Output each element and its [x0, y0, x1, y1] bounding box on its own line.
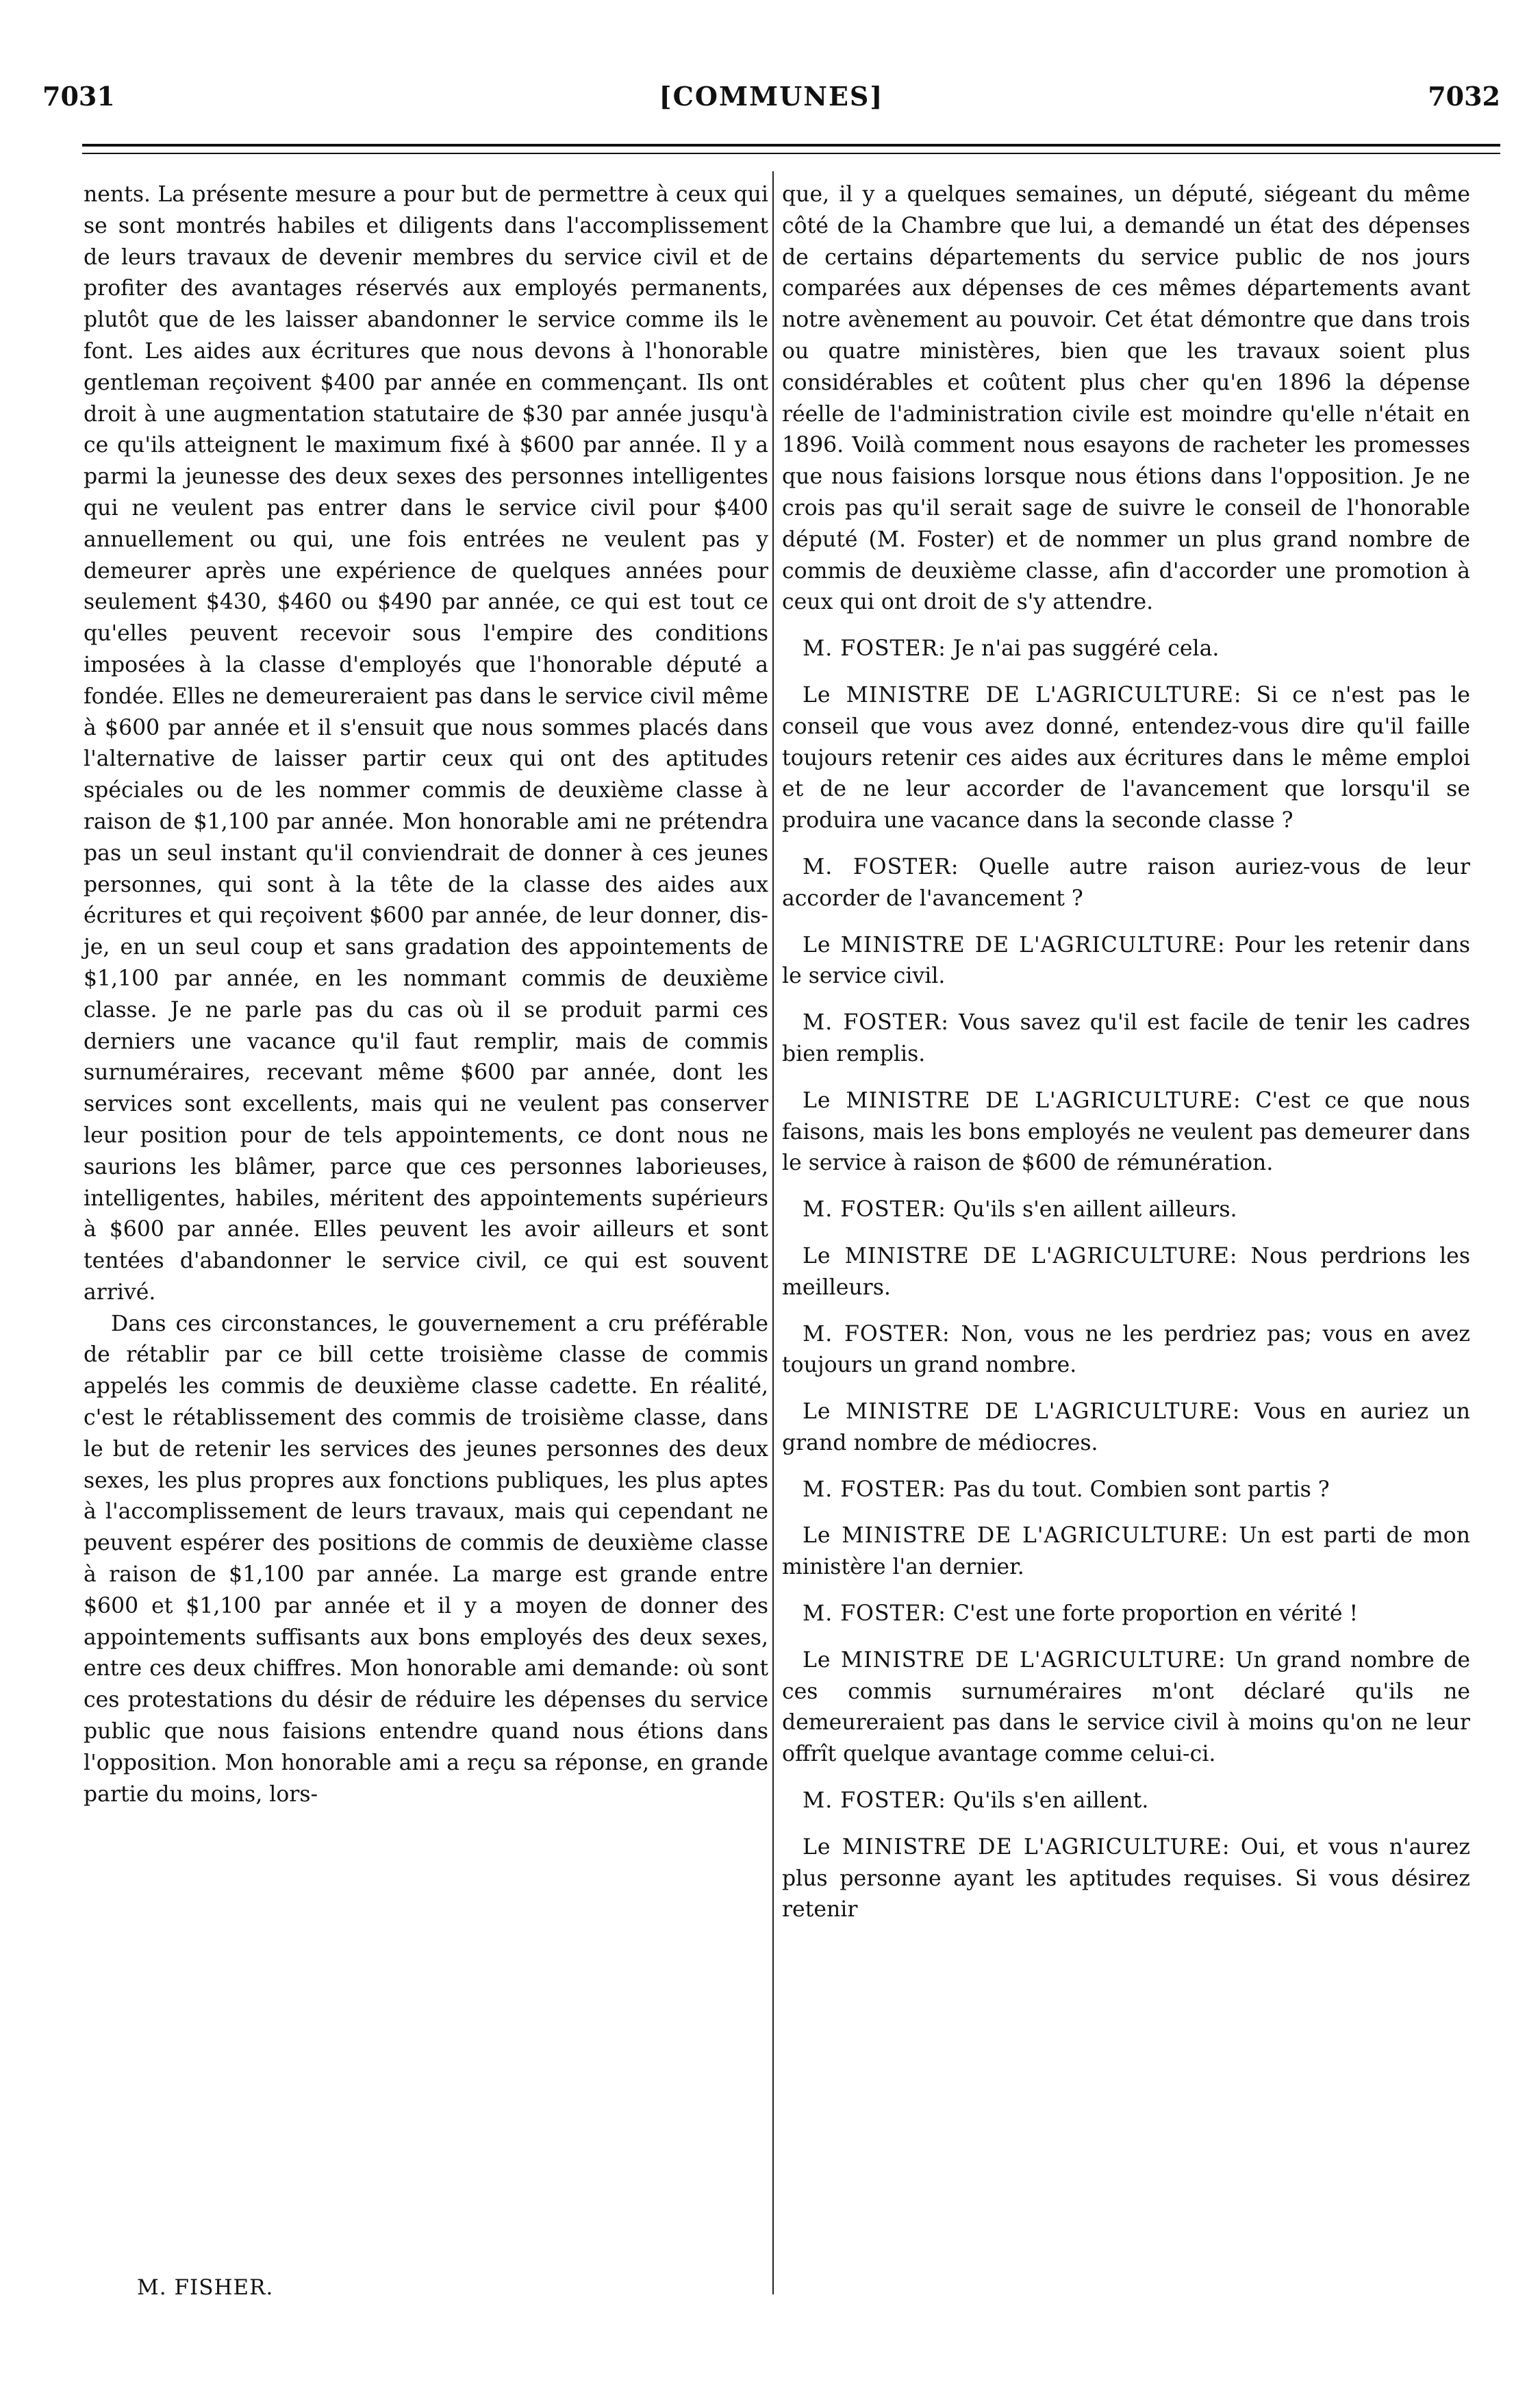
speech-11: [782, 1475, 1470, 1506]
speech-text: Quelle autre raison auriez-vous de leur accorder de l'avancement ?: [782, 854, 1470, 911]
speaker-label: Le MINISTRE DE L'AGRICULTURE:: [803, 682, 1242, 708]
header-rule: [82, 144, 1500, 154]
speech-text: Qu'ils s'en aillent ailleurs.: [946, 1197, 1237, 1223]
speech-text: Non, vous ne les perdriez pas; vous en avez toujours un grand nombre.: [782, 1321, 1471, 1378]
speech-text: Vous en auriez un grand nombre de médiocres.: [782, 1399, 1470, 1455]
column-divider: [772, 171, 774, 2294]
speech-text: Je n'ai pas suggéré cela.: [946, 636, 1220, 662]
speech-8: [782, 1241, 1470, 1304]
speaker-label: M. FOSTER:: [803, 1601, 946, 1627]
speech-13: [782, 1599, 1470, 1630]
speaker-label: Le MINISTRE DE L'AGRICULTURE:: [803, 932, 1226, 957]
speech-text: Pour les retenir dans le service civil.: [782, 932, 1470, 989]
left-paragraph-2: Dans ces circonstances, le gouvernement a cru préférable de rétablir par ce bill cette troisième classe de commis appelés les commis de deuxième classe cadette. En réalité, c'est le rétablissement des commis de troisième classe, dans le but de retenir les services des jeunes personnes des deux sexes, les plus propres aux fonctions publiques, les plus aptes à l'accomplissement de leurs travaux, mais qui cependant ne peuvent espérer des positions de commis de deuxième classe à raison de $1,100 par année. La marge est grande entre $600 et $1,100 par année et il y a moyen de donner des appointements suffisants aux bons employés des deux sexes, entre ces deux chiffres. Mon honorable ami demande: où sont ces protestations du désir de réduire les dépenses du service public que nous faisions entendre quand nous étions dans l'opposition. Mon honorable ami a reçu sa réponse, en grande partie du moins, lors-: [84, 1311, 768, 1807]
speaker-label: M. FOSTER:: [803, 1477, 946, 1502]
speech-1: [782, 634, 1470, 665]
speech-3: [782, 852, 1470, 915]
speaker-label: Le MINISTRE DE L'AGRICULTURE:: [803, 1523, 1229, 1549]
speaker-label: Le MINISTRE DE L'AGRICULTURE:: [803, 1088, 1241, 1113]
speaker-label: M. FOSTER:: [803, 1321, 950, 1347]
speaker-label: M. FOSTER:: [803, 1010, 950, 1036]
speech-14: [782, 1645, 1470, 1770]
speech-text: Nous perdrions les meilleurs.: [782, 1243, 1470, 1300]
speech-2: [782, 680, 1470, 837]
speaker-label: M. FOSTER:: [803, 1788, 946, 1814]
speech-text: Vous savez qu'il est facile de tenir les cadres bien remplis.: [782, 1010, 1471, 1066]
speech-7: [782, 1194, 1470, 1226]
speech-9: [782, 1319, 1470, 1382]
speaker-label: M. FOSTER:: [803, 1197, 946, 1223]
speech-text: Si ce n'est pas le conseil que vous avez donné, entendez-vous dire qu'il faille toujours retenir ces aides aux écritures dans le même emploi et de ne leur accorder de l'avancement que lorsqu'il se produira une vacance dans la seconde classe ?: [782, 682, 1470, 834]
speech-4: [782, 930, 1470, 993]
speech-text: Oui, et vous n'aurez plus personne ayant les aptitudes requises. Si vous désirez retenir: [782, 1834, 1470, 1923]
speaker-label: M. FOSTER:: [803, 636, 946, 662]
right-column: [782, 179, 1470, 1926]
speaker-label: Le MINISTRE DE L'AGRICULTURE:: [803, 1243, 1238, 1268]
left-column: [84, 179, 768, 1810]
right-paragraph-1: que, il y a quelques semaines, un député, siégeant du même côté de la Chambre que lui, a demandé un état des dépenses de certains départements du service public de nos jours comparées aux dépenses de ces mêmes départements avant notre avènement au pouvoir. Cet état démontre que dans trois ou quatre ministères, bien que les travaux soient plus considérables et coûtent plus cher qu'en 1896 la dépense réelle de l'administration civile est moindre qu'elle n'était en 1896. Voilà comment nous esayons de racheter les promesses que nous faisions lorsque nous étions dans l'opposition. Je ne crois pas qu'il serait sage de suivre le conseil de l'honorable député (M. Foster) et de nommer un plus grand nombre de commis de deuxième classe, afin d'accorder une promotion à ceux qui ont droit de s'y attendre.: [782, 182, 1470, 615]
speaker-label: M. FOSTER:: [803, 854, 959, 879]
speech-5: [782, 1007, 1470, 1070]
speech-15: [782, 1786, 1470, 1817]
speaker-label: Le MINISTRE DE L'AGRICULTURE:: [803, 1399, 1241, 1425]
speaker-label: Le MINISTRE DE L'AGRICULTURE:: [803, 1647, 1226, 1673]
page-number-right: 7032: [1428, 81, 1500, 112]
running-title: [COMMUNES]: [659, 81, 884, 112]
speech-text: Un est parti de mon ministère l'an dernier.: [782, 1523, 1470, 1580]
speech-6: [782, 1086, 1470, 1179]
speaker-label: Le MINISTRE DE L'AGRICULTURE:: [803, 1834, 1230, 1860]
speech-text: Un grand nombre de ces commis surnuméraires m'ont déclaré qu'ils ne demeureraient pas dans le service civil à moins qu'on ne leur offrît quelque avantage comme celui-ci.: [782, 1647, 1470, 1767]
speech-16: [782, 1832, 1470, 1926]
speech-text: Pas du tout. Combien sont partis ?: [946, 1477, 1330, 1502]
page-number-left: 7031: [42, 81, 115, 112]
left-paragraph-1: nents. La présente mesure a pour but de permettre à ceux qui se sont montrés habiles et diligents dans l'accomplissement de leurs travaux de devenir membres du service civil et de profiter des avantages réservés aux employés permanents, plutôt que de les laisser abandonner le service comme ils le font. Les aides aux écritures que nous devons à l'honorable gentleman reçoivent $400 par année en commençant. Ils ont droit à une augmentation statutaire de $30 par année jusqu'à ce qu'ils atteignent le maximum fixé à $600 par année. Il y a parmi la jeunesse des deux sexes des personnes intelligentes qui ne veulent pas entrer dans le service civil pour $400 annuellement ou qui, une fois entrées ne veulent pas y demeurer après une expérience de quelques années pour seulement $430, $460 ou $490 par année, ce qui est tout ce qu'elles peuvent recevoir sous l'empire des conditions imposées à la classe d'employés que l'honorable député a fondée. Elles ne demeureraient pas dans le service civil même à $600 par année et il s'ensuit que nous sommes placés dans l'alternative de laisser partir ceux qui ont des aptitudes spéciales ou de les nommer commis de deuxième classe à raison de $1,100 par année. Mon honorable ami ne prétendra pas un seul instant qu'il conviendrait de donner à ces jeunes personnes, qui sont à la tête de la classe des aides aux écritures et qui reçoivent $600 par année, de leur donner, dis-je, en un seul coup et sans gradation des appointements de $1,100 par année, en les nommant commis de deuxième classe. Je ne parle pas du cas où il se produit parmi ces derniers une vacance qu'il faut remplir, mais de commis surnuméraires, recevant même $600 par année, dont les services sont excellents, mais qui ne veulent pas conserver leur position pour de tels appointements, ce dont nous ne saurions les blâmer, parce que ces personnes laborieuses, intelligentes, habiles, méritent des appointements supérieurs à $600 par année. Elles peuvent les avoir ailleurs et sont tentées d'abandonner le service civil, ce qui est souvent arrivé.: [84, 182, 768, 1305]
speech-10: [782, 1397, 1470, 1460]
speech-text: Qu'ils s'en aillent.: [946, 1788, 1149, 1814]
speech-text: C'est une forte proportion en vérité !: [946, 1601, 1359, 1627]
page-header: [42, 81, 1500, 122]
speech-12: [782, 1520, 1470, 1583]
speech-text: C'est ce que nous faisons, mais les bons employés ne veulent pas demeurer dans le service à raison de $600 de rémunération.: [782, 1088, 1470, 1176]
speaker-footer: M. FISHER.: [137, 2275, 274, 2300]
